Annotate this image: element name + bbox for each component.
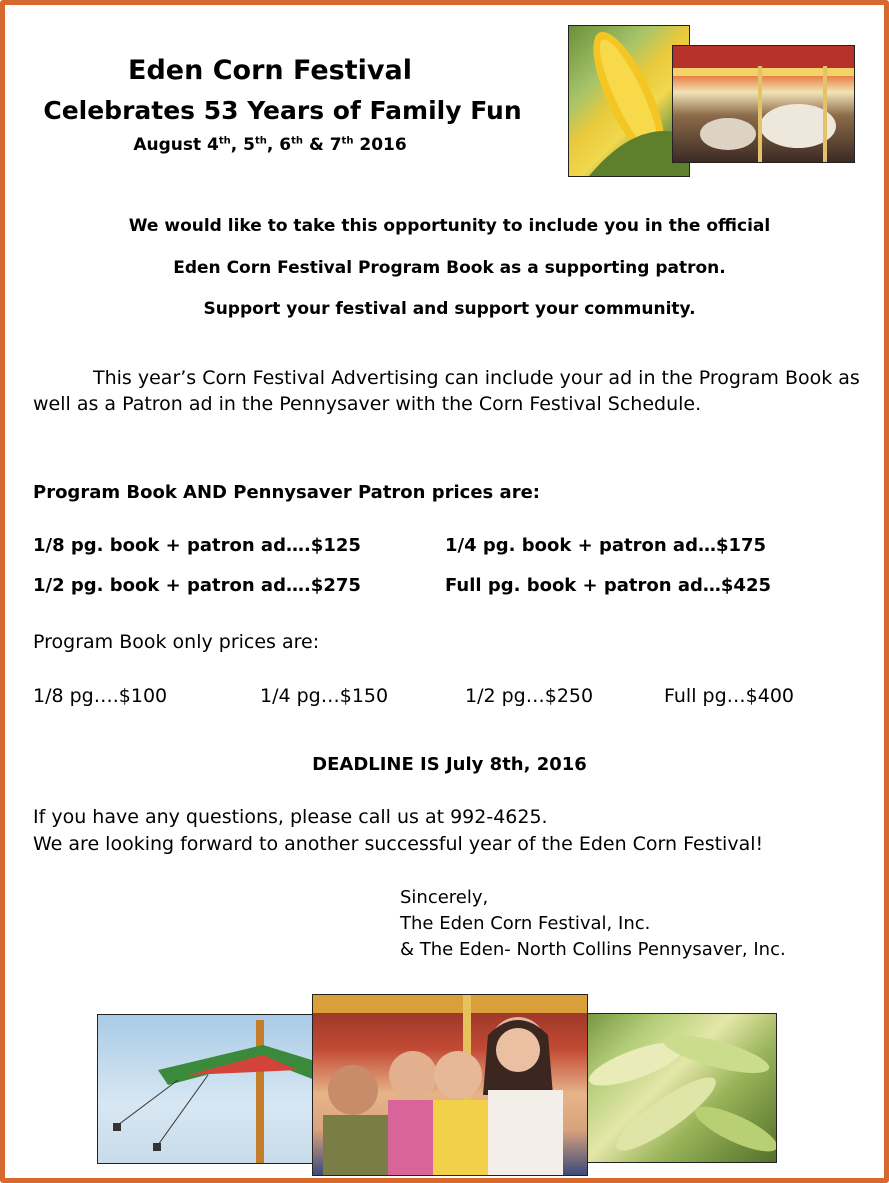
intro-line-2: Eden Corn Festival Program Book as a supporting patron. [173, 258, 726, 278]
signature-line-3: & The Eden- North Collins Pennysaver, Inc. [400, 939, 786, 960]
corn-husks-photo [575, 1013, 777, 1163]
corn-husks-drawing [576, 1014, 777, 1163]
family-carousel-photo [312, 994, 588, 1176]
signature-line-1: Sincerely, [400, 887, 489, 908]
advertising-paragraph: This year’s Corn Festival Advertising can include your ad in the Program Book as well as a Patron ad in the Pennysaver with the Corn Festival Schedule. [33, 367, 860, 415]
book-price-2: 1/4 pg…$150 [260, 685, 389, 707]
swing-ride-photo [97, 1014, 327, 1164]
patron-price-1: 1/8 pg. book + patron ad….$125 [33, 535, 361, 556]
signature-line-2: The Eden Corn Festival, Inc. [400, 913, 651, 934]
intro-line-1: We would like to take this opportunity to include you in the official [128, 216, 771, 236]
book-price-4: Full pg…$400 [664, 685, 795, 707]
contact-line-2: We are looking forward to another successful year of the Eden Corn Festival! [33, 833, 764, 855]
carousel-drawing [673, 46, 855, 163]
book-prices-heading: Program Book only prices are: [33, 631, 320, 653]
intro-line-3: Support your festival and support your community. [203, 299, 696, 319]
contact-line-1: If you have any questions, please call us at 992-4625. [33, 806, 548, 828]
patron-price-3: 1/2 pg. book + patron ad….$275 [33, 575, 361, 596]
patron-prices-heading: Program Book AND Pennysaver Patron prices are: [33, 482, 540, 503]
deadline-notice: DEADLINE IS July 8th, 2016 [312, 754, 587, 775]
patron-price-4: Full pg. book + patron ad…$425 [445, 575, 771, 596]
swing-ride-drawing [98, 1015, 327, 1164]
patron-price-2: 1/4 pg. book + patron ad…$175 [445, 535, 767, 556]
festival-dates: August 4th, 5th, 6th & 7th 2016 [133, 135, 407, 155]
book-price-3: 1/2 pg…$250 [465, 685, 594, 707]
festival-title: Eden Corn Festival [128, 55, 412, 86]
carousel-photo [672, 45, 855, 163]
signature-block [400, 885, 786, 963]
festival-subtitle: Celebrates 53 Years of Family Fun [43, 96, 522, 125]
family-drawing [313, 995, 588, 1176]
book-price-1: 1/8 pg….$100 [33, 685, 168, 707]
